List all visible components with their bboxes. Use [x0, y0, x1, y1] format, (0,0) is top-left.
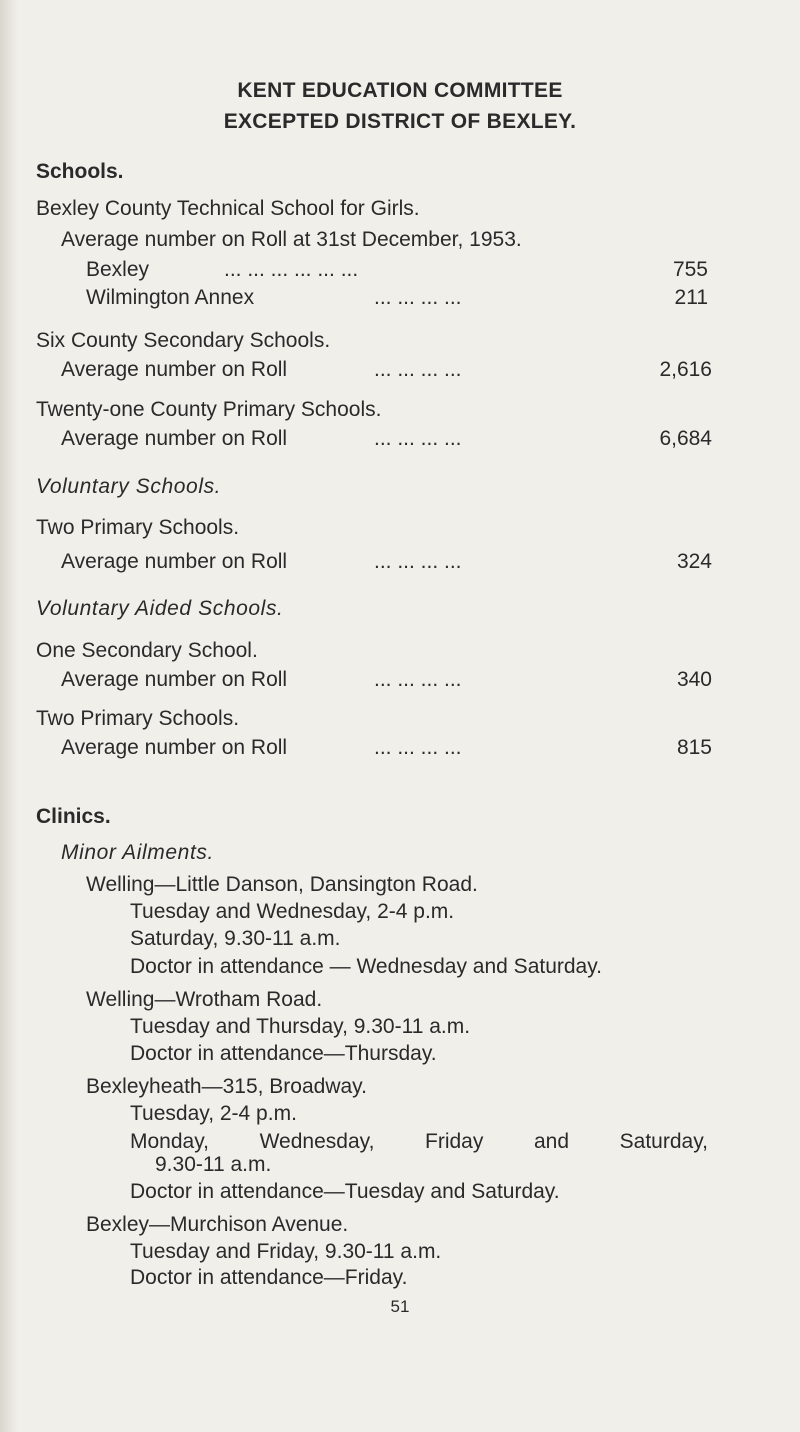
page-number: 51: [390, 1297, 410, 1316]
roll-value: 815: [676, 736, 712, 759]
clinic-doctor: Doctor in attendance—Friday.: [130, 1266, 408, 1289]
clinic-bexley-murchison: Bexley—Murchison Avenue.: [86, 1213, 349, 1236]
schools-heading: Schools.: [36, 160, 124, 183]
roll-row-bexley: [86, 257, 708, 283]
page-edge-shade: [0, 0, 18, 1432]
roll-value: 755: [672, 258, 708, 281]
roll-label: Wilmington Annex: [86, 286, 255, 309]
aided-secondary-title: One Secondary School.: [36, 639, 258, 662]
clinic-doctor: Doctor in attendance—Tuesday and Saturday.: [130, 1180, 560, 1203]
roll-row-secondary: [61, 357, 712, 383]
voluntary-primary-title: Two Primary Schools.: [36, 516, 240, 539]
word: Wednesday,: [259, 1130, 375, 1153]
technical-school-subtitle: Average number on Roll at 31st December, 1953.: [61, 228, 522, 251]
word: Friday: [425, 1130, 484, 1153]
voluntary-heading: Voluntary Schools.: [36, 475, 222, 498]
clinic-bexleyheath: Bexleyheath—315, Broadway.: [86, 1075, 367, 1098]
leader-dots: ... ... ... ...: [374, 736, 462, 759]
clinic-hours: Saturday, 9.30-11 a.m.: [130, 927, 341, 950]
roll-label: Average number on Roll: [61, 427, 288, 450]
roll-label: Average number on Roll: [61, 550, 288, 573]
roll-label: Average number on Roll: [61, 358, 288, 381]
word: Monday,: [130, 1130, 209, 1153]
roll-label: Average number on Roll: [61, 668, 288, 691]
clinic-welling-wrotham: Welling—Wrotham Road.: [86, 988, 323, 1011]
voluntary-aided-heading: Voluntary Aided Schools.: [36, 597, 284, 620]
committee-title: KENT EDUCATION COMMITTEE: [237, 79, 563, 102]
roll-value: 324: [676, 550, 712, 573]
roll-value: 211: [674, 286, 708, 309]
clinic-hours: Tuesday, 2-4 p.m.: [130, 1102, 297, 1125]
clinic-doctor: Doctor in attendance — Wednesday and Saturday.: [130, 955, 603, 978]
leader-dots: ... ... ... ...: [374, 427, 462, 450]
roll-label: Bexley: [86, 258, 150, 281]
clinic-hours: Tuesday and Thursday, 9.30-11 a.m.: [130, 1015, 471, 1038]
aided-primary-title: Two Primary Schools.: [36, 707, 240, 730]
primary-schools-title: Twenty-one County Primary Schools.: [36, 398, 382, 421]
roll-value: 6,684: [659, 427, 712, 450]
roll-row-wilmington: [86, 285, 708, 311]
roll-row-primary: [61, 426, 712, 452]
roll-row-voluntary-primary: [61, 549, 712, 575]
leader-dots: ... ... ... ...: [374, 286, 462, 309]
word: Saturday,: [619, 1130, 708, 1153]
leader-dots: ... ... ... ...: [374, 550, 462, 573]
clinic-doctor: Doctor in attendance—Thursday.: [130, 1042, 437, 1065]
clinics-heading: Clinics.: [36, 805, 111, 828]
leader-dots: ... ... ... ... ... ...: [224, 258, 359, 281]
leader-dots: ... ... ... ...: [374, 668, 462, 691]
technical-school-title: Bexley County Technical School for Girls.: [36, 197, 420, 220]
roll-row-aided-primary: [61, 735, 712, 761]
clinic-hours: 9.30-11 a.m.: [155, 1153, 272, 1176]
clinic-hours: Tuesday and Wednesday, 2-4 p.m.: [130, 900, 455, 923]
minor-ailments-heading: Minor Ailments.: [61, 841, 214, 864]
district-title: EXCEPTED DISTRICT OF BEXLEY.: [223, 110, 577, 133]
secondary-schools-title: Six County Secondary Schools.: [36, 329, 331, 352]
roll-row-aided-secondary: [61, 667, 712, 693]
roll-value: 340: [676, 668, 712, 691]
clinic-hours: Tuesday and Friday, 9.30-11 a.m.: [130, 1240, 442, 1263]
clinic-welling-little-danson: Welling—Little Danson, Dansington Road.: [86, 873, 478, 896]
roll-value: 2,616: [659, 358, 712, 381]
roll-label: Average number on Roll: [61, 736, 288, 759]
leader-dots: ... ... ... ...: [374, 358, 462, 381]
word: and: [533, 1130, 570, 1153]
